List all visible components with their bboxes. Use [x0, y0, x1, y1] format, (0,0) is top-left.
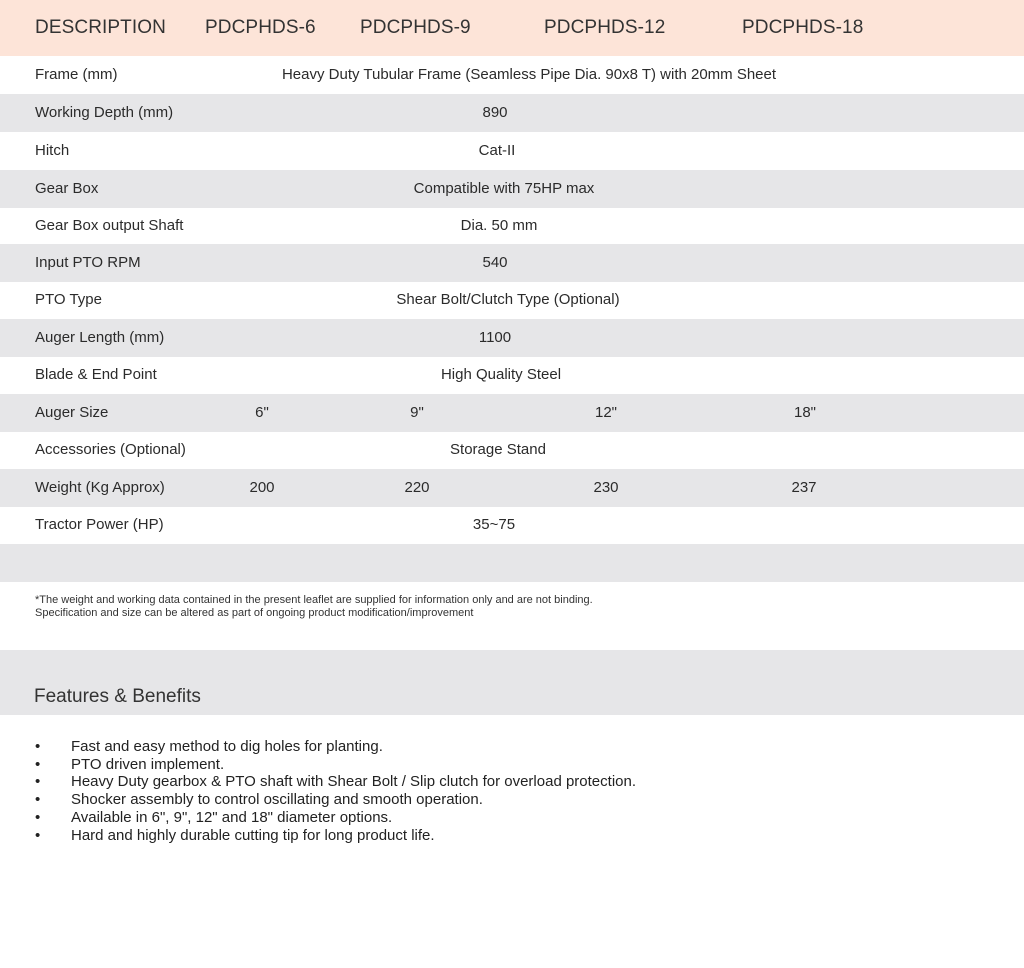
- row-value: 540: [482, 254, 508, 271]
- bullet-icon: •: [35, 773, 41, 791]
- spec-row-auger-length: [0, 319, 1024, 357]
- row-label: Auger Length (mm): [35, 329, 165, 346]
- list-item: [35, 827, 636, 845]
- spec-row-frame: [0, 56, 1024, 94]
- row-value: Compatible with 75HP max: [413, 180, 595, 197]
- spec-row-gear-box: [0, 170, 1024, 208]
- spec-row-hitch: [0, 132, 1024, 170]
- row-label: Gear Box: [35, 180, 99, 197]
- disclaimer-line-1: *The weight and working data contained in the present leaflet are supplied for information only and are not binding.: [35, 594, 593, 606]
- header-model-9: PDCPHDS-9: [360, 17, 471, 38]
- header-model-12: PDCPHDS-12: [544, 17, 666, 38]
- disclaimer-note: [35, 594, 593, 620]
- spec-row-gear-box-output-shaft: [0, 207, 1024, 245]
- bullet-icon: •: [35, 738, 41, 755]
- weight-9: 220: [404, 479, 430, 496]
- list-item: [35, 791, 636, 809]
- table-header: [0, 0, 1024, 56]
- feature-text: Hard and highly durable cutting tip for long product life.: [71, 826, 435, 844]
- header-model-18: PDCPHDS-18: [742, 17, 864, 38]
- bullet-icon: •: [35, 808, 41, 826]
- row-value: High Quality Steel: [440, 366, 562, 383]
- spec-row-auger-size: [0, 394, 1024, 432]
- spec-row-tractor-power: [0, 506, 1024, 544]
- weight-12: 230: [593, 479, 619, 496]
- disclaimer-line-2: Specification and size can be altered as part of ongoing product modification/improvement: [35, 607, 474, 619]
- list-item: [35, 738, 636, 756]
- feature-text: Shocker assembly to control oscillating and smooth operation.: [71, 791, 483, 809]
- row-value: Cat-II: [478, 142, 516, 159]
- feature-text: Fast and easy method to dig holes for planting.: [71, 738, 383, 755]
- bullet-icon: •: [35, 755, 41, 773]
- row-label: Auger Size: [35, 404, 109, 421]
- row-value: Heavy Duty Tubular Frame (Seamless Pipe Dia. 90x8 T) with 20mm Sheet: [281, 66, 777, 83]
- spec-row-pto-type: [0, 281, 1024, 319]
- row-label: Working Depth (mm): [35, 104, 174, 121]
- feature-text: PTO driven implement.: [71, 755, 225, 773]
- row-value: 1100: [478, 329, 512, 346]
- auger-size-6: 6": [255, 404, 269, 421]
- row-value: 35~75: [472, 516, 516, 533]
- row-label: Gear Box output Shaft: [35, 217, 184, 234]
- auger-size-9: 9": [410, 404, 424, 421]
- row-label: PTO Type: [35, 291, 102, 308]
- header-model-6: PDCPHDS-6: [205, 17, 316, 38]
- spec-row-working-depth: [0, 94, 1024, 132]
- row-label: Input PTO RPM: [35, 254, 141, 271]
- feature-text: Heavy Duty gearbox & PTO shaft with Shear Bolt / Slip clutch for overload protection.: [71, 773, 636, 791]
- row-label: Blade & End Point: [35, 366, 157, 383]
- row-label: Accessories (Optional): [35, 441, 186, 458]
- list-item: [35, 756, 636, 774]
- row-label: Tractor Power (HP): [35, 516, 164, 533]
- row-label: Weight (Kg Approx): [35, 479, 165, 496]
- spec-row-blank: [0, 544, 1024, 582]
- bullet-icon: •: [35, 826, 41, 844]
- row-value: Dia. 50 mm: [460, 217, 538, 234]
- auger-size-18: 18": [793, 404, 816, 421]
- bullet-icon: •: [35, 791, 41, 809]
- list-item: [35, 809, 636, 827]
- list-item: [35, 773, 636, 791]
- row-value: 890: [482, 104, 508, 121]
- spec-row-input-pto-rpm: [0, 244, 1024, 282]
- features-list: [35, 738, 636, 844]
- row-value: Shear Bolt/Clutch Type (Optional): [396, 291, 620, 308]
- header-description: DESCRIPTION: [35, 17, 166, 38]
- features-title: Features & Benefits: [34, 686, 201, 707]
- auger-size-12: 12": [594, 404, 617, 421]
- spec-row-blade-end-point: [0, 356, 1024, 394]
- spec-row-weight: [0, 469, 1024, 507]
- feature-text: Available in 6", 9", 12" and 18" diameter options.: [71, 808, 393, 826]
- row-value: Storage Stand: [450, 441, 546, 458]
- weight-18: 237: [791, 479, 817, 496]
- row-label: Frame (mm): [35, 66, 118, 83]
- spec-row-accessories: [0, 431, 1024, 469]
- weight-6: 200: [249, 479, 275, 496]
- row-label: Hitch: [35, 142, 70, 159]
